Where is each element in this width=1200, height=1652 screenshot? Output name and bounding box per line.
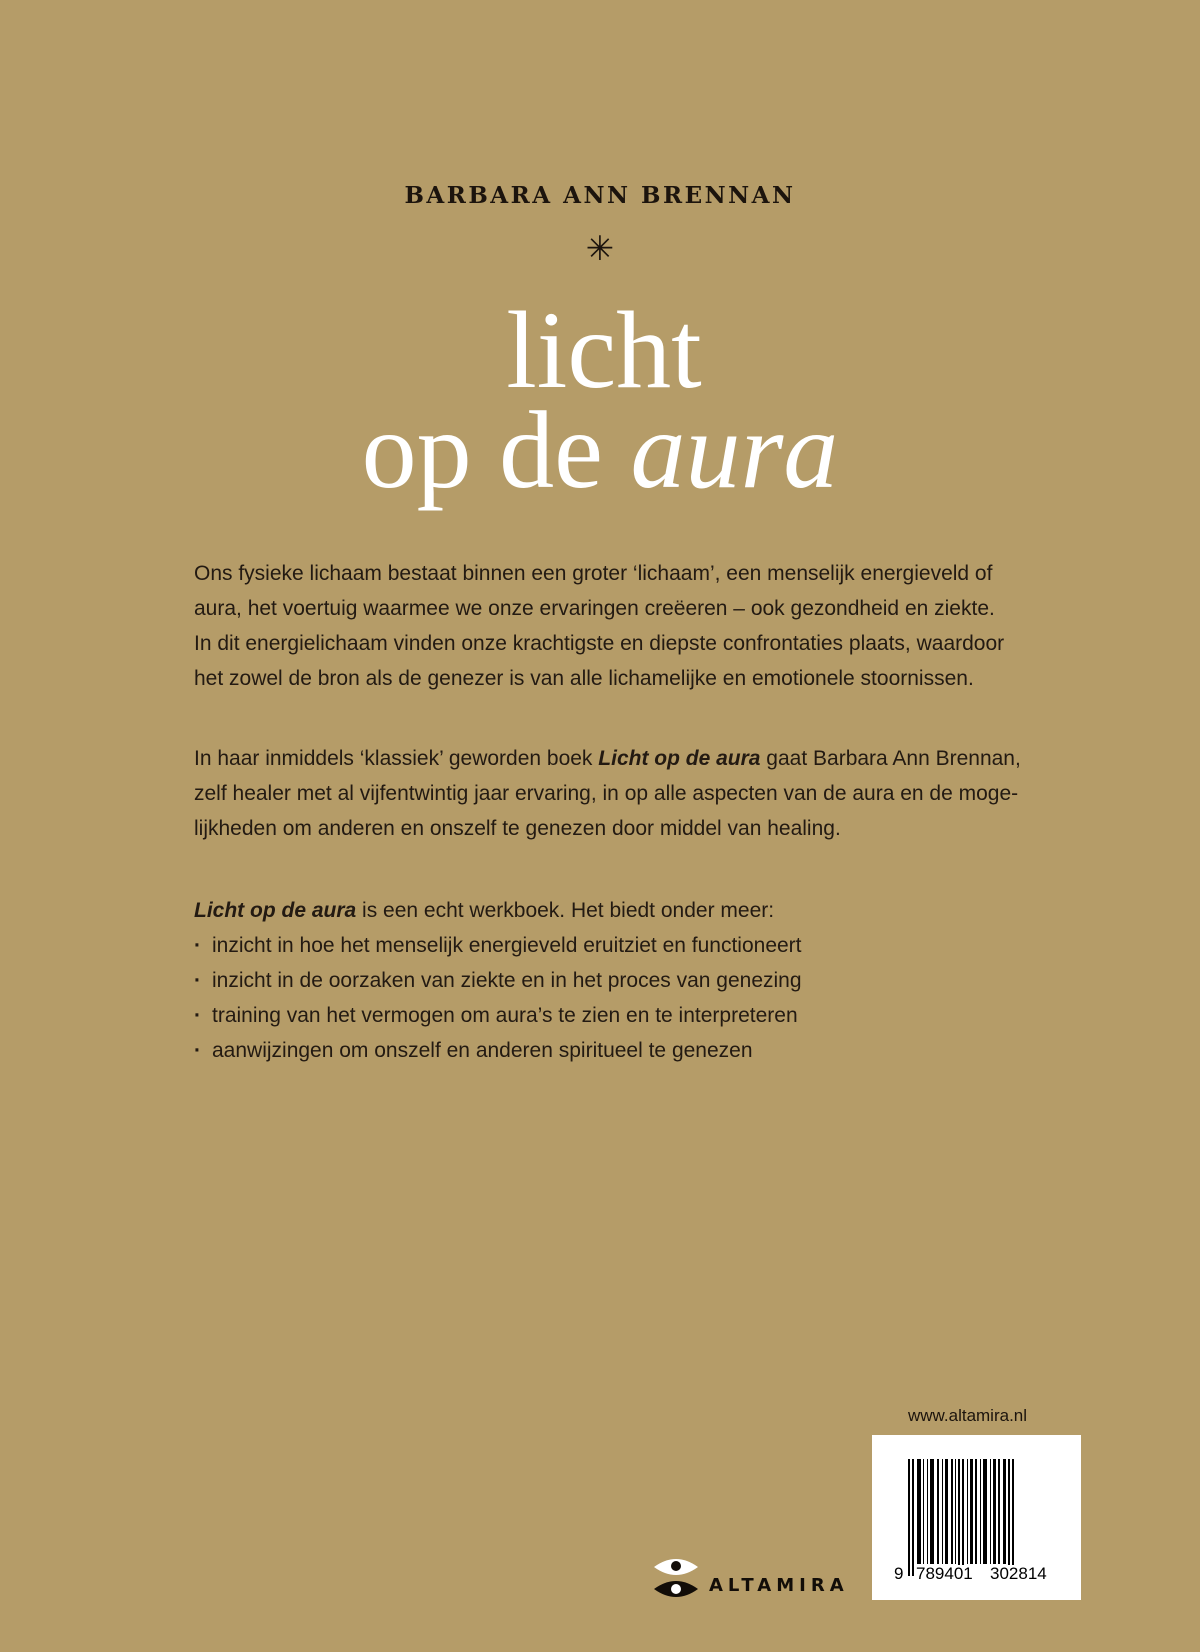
paragraph-line bbox=[194, 741, 1024, 776]
bullet-item bbox=[194, 1033, 1024, 1068]
text-run: is een echt werkboek. Het biedt onder meer: bbox=[356, 899, 775, 922]
paragraph-line: het zowel de bron als de genezer is van alle lichamelijke en emotionele stoornissen. bbox=[194, 667, 974, 690]
bullet-item bbox=[194, 928, 1024, 963]
paragraph-line: zelf healer met al vijfentwintig jaar ervaring, in op alle aspecten van de aura en de moge- bbox=[194, 782, 1019, 805]
barcode-bars-icon bbox=[908, 1459, 1060, 1571]
bullet-text: inzicht in hoe het menselijk energieveld eruitziet en functioneert bbox=[212, 934, 802, 957]
title-line-2-regular: op de bbox=[361, 389, 631, 511]
title-line-2-italic: aura bbox=[630, 389, 839, 511]
blurb-paragraph-1 bbox=[194, 556, 1024, 696]
asterisk-ornament-icon: ✳ bbox=[585, 229, 615, 269]
paragraph-line: Ons fysieke lichaam bestaat binnen een groter ‘lichaam’, een menselijk energieveld of bbox=[194, 562, 993, 585]
title-line-2 bbox=[0, 389, 1200, 511]
bullet-item bbox=[194, 998, 1024, 1033]
isbn-barcode bbox=[872, 1435, 1081, 1600]
bullet-text: training van het vermogen om aura’s te zien en te interpreteren bbox=[212, 1004, 798, 1027]
blurb-paragraph-2 bbox=[194, 741, 1024, 846]
paragraph-line: aura, het voertuig waarmee we onze ervaringen creëeren – ook gezondheid en ziekte. bbox=[194, 597, 995, 620]
text-run: In haar inmiddels ‘klassiek’ geworden boek bbox=[194, 747, 599, 770]
book-title-emphasis: Licht op de aura bbox=[194, 899, 357, 922]
title-line-1: licht bbox=[506, 289, 702, 411]
book-title bbox=[0, 289, 1200, 511]
barcode-lead-digit: 9 bbox=[894, 1564, 904, 1583]
barcode-group-2: 302814 bbox=[990, 1564, 1047, 1583]
bullet-icon: · bbox=[194, 969, 201, 992]
publisher-url: www.altamira.nl bbox=[908, 1406, 1028, 1425]
publisher-name: ALTAMIRA bbox=[709, 1574, 849, 1596]
barcode-group-1: 789401 bbox=[916, 1564, 973, 1583]
bullet-icon: · bbox=[194, 934, 201, 957]
author-name: BARBARA ANN BRENNAN bbox=[404, 182, 796, 209]
bullet-icon: · bbox=[194, 1039, 201, 1062]
paragraph-line: In dit energielichaam vinden onze krachtigste en diepste confrontaties plaats, waardoor bbox=[194, 632, 1005, 655]
blurb-paragraph-3 bbox=[194, 893, 1024, 1068]
bullet-icon: · bbox=[194, 1004, 201, 1027]
publisher-logo bbox=[653, 1555, 849, 1601]
eye-logo-icon bbox=[653, 1555, 699, 1601]
text-run: gaat Barbara Ann Brennan, bbox=[760, 747, 1021, 770]
book-title-emphasis: Licht op de aura bbox=[598, 747, 761, 770]
bullet-text: aanwijzingen om onszelf en anderen spiritueel te genezen bbox=[212, 1039, 753, 1062]
bullet-text: inzicht in de oorzaken van ziekte en in het proces van genezing bbox=[212, 969, 802, 992]
bullet-item bbox=[194, 963, 1024, 998]
paragraph-line bbox=[194, 893, 1024, 928]
paragraph-line: lijkheden om anderen en onszelf te genezen door middel van healing. bbox=[194, 817, 841, 840]
